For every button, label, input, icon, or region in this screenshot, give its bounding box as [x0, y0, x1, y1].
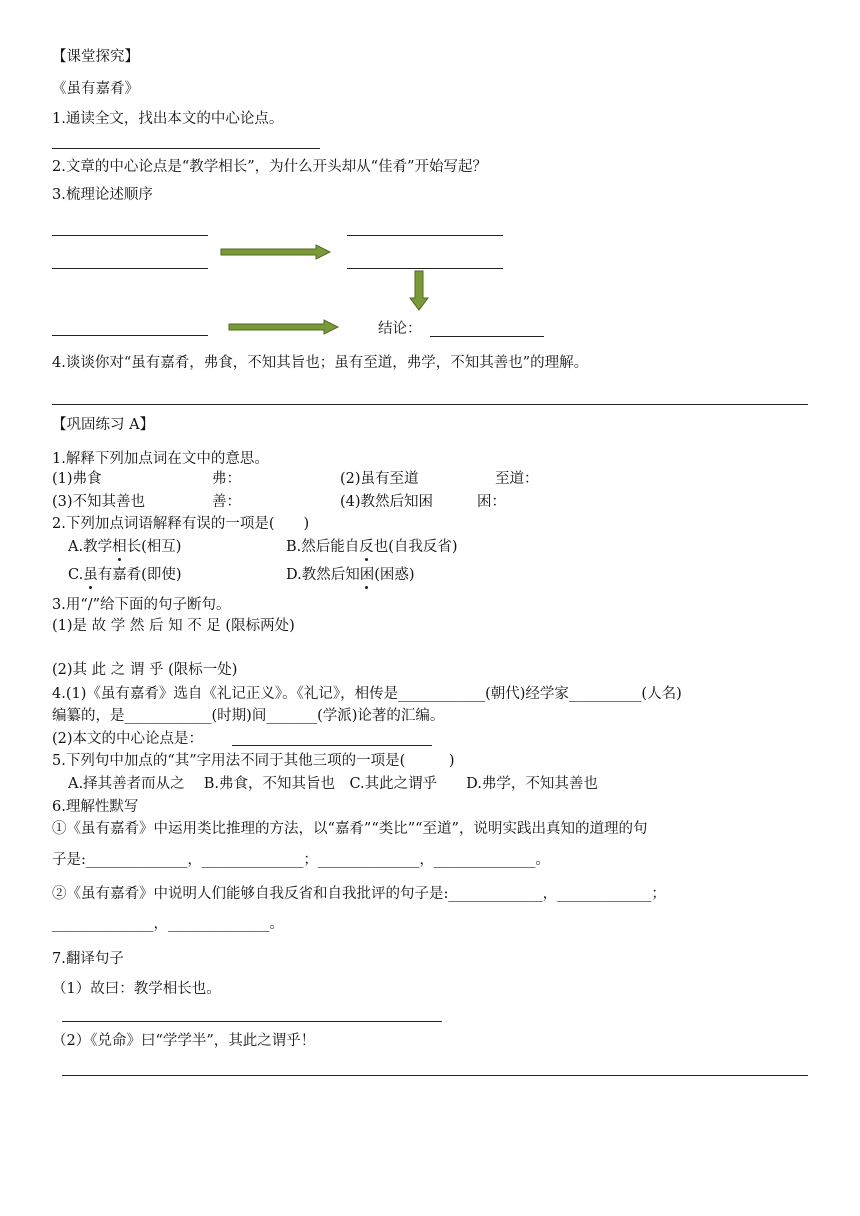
- flow-blank[interactable]: [52, 335, 208, 336]
- question-2: 2.下列加点词语解释有误的一项是( ): [52, 516, 310, 532]
- item-2-phrase: (2)虽有至道: [340, 471, 419, 487]
- option-c: C.虽有嘉肴(即使): [68, 567, 182, 583]
- arrow-down-icon: [409, 270, 429, 312]
- item-3-phrase: (3)不知其善也: [52, 494, 146, 510]
- sentence-2: (2)其 此 之 谓 乎 (限标一处): [52, 662, 238, 678]
- item-1-word: 弗：: [212, 471, 241, 487]
- question-6-part-1-line-1: ①《虽有嘉肴》中运用类比推理的方法，以“嘉肴”“类比”“至道”，说明实践出真知的道理的句: [52, 821, 648, 837]
- question-1: 1.通读全文，找出本文的中心论点。: [52, 111, 284, 127]
- answer-line[interactable]: [232, 745, 432, 746]
- text-title: 《虽有嘉肴》: [52, 81, 139, 97]
- arrow-right-icon: [220, 243, 332, 261]
- item-1-phrase: (1)弗食: [52, 471, 102, 487]
- option-d: D.教然后知困(困惑): [286, 567, 415, 583]
- answer-line[interactable]: [52, 404, 808, 405]
- item-3-word: 善：: [212, 494, 241, 510]
- question-4-line-1: 4.(1)《虽有嘉肴》选自《礼记正义》。《礼记》，相传是____________(朝代)经学家__________(人名): [52, 686, 682, 702]
- question-5: 5.下列句中加点的“其”字用法不同于其他三项的一项是( ): [52, 753, 455, 769]
- section-header-practice: 【巩固练习 A】: [52, 417, 155, 433]
- question-6-part-2-line-1: ②《虽有嘉肴》中说明人们能够自我反省和自我批评的句子是:_____________，_____________；: [52, 886, 666, 902]
- question-3: 3.梳理论述顺序: [52, 187, 153, 203]
- question-6-part-2-line-2: ______________，______________。: [52, 916, 284, 932]
- flow-blank[interactable]: [347, 268, 503, 269]
- question-4-line-3: (2)本文的中心论点是：: [52, 731, 204, 747]
- conclusion-blank[interactable]: [430, 336, 544, 337]
- conclusion-label: 结论：: [378, 321, 422, 337]
- question-3: 3.用“/”给下面的句子断句。: [52, 597, 231, 613]
- arrow-right-icon: [228, 318, 340, 336]
- answer-line[interactable]: [62, 1021, 442, 1022]
- flow-blank[interactable]: [347, 235, 503, 236]
- question-7: 7.翻译句子: [52, 951, 124, 967]
- option-a: A.教学相长(相互): [68, 539, 182, 555]
- flow-blank[interactable]: [52, 235, 208, 236]
- item-2-word: 至道：: [495, 471, 539, 487]
- answer-line[interactable]: [62, 1075, 808, 1076]
- section-header-classroom: 【课堂探究】: [52, 49, 139, 65]
- question-1: 1.解释下列加点词在文中的意思。: [52, 451, 269, 467]
- question-4-line-2: 编纂的，是____________(时期)间_______(学派)论著的汇编。: [52, 708, 445, 724]
- option-b: B.然后能自反也(自我反省): [286, 539, 458, 555]
- question-6: 6.理解性默写: [52, 799, 139, 815]
- translate-sentence-1: （1）故曰：教学相长也。: [52, 981, 221, 997]
- question-6-part-1-line-2: 子是:______________，______________；______________，______________。: [52, 852, 550, 868]
- question-5-options: A.择其善者而从之 B.弗食，不知其旨也 C.其此之谓乎 D.弗学，不知其善也: [68, 776, 598, 792]
- answer-line[interactable]: [52, 148, 320, 149]
- question-4: 4.谈谈你对“虽有嘉肴，弗食，不知其旨也；虽有至道，弗学，不知其善也”的理解。: [52, 355, 589, 371]
- question-2: 2.文章的中心论点是“教学相长”，为什么开头却从“佳肴”开始写起？: [52, 159, 487, 175]
- translate-sentence-2: （2）《兑命》曰“学学半”，其此之谓乎！: [52, 1033, 316, 1049]
- item-4-phrase: (4)教然后知困: [340, 494, 434, 510]
- sentence-1: (1)是 故 学 然 后 知 不 足 (限标两处): [52, 618, 295, 634]
- item-4-word: 困：: [477, 494, 506, 510]
- flow-blank[interactable]: [52, 268, 208, 269]
